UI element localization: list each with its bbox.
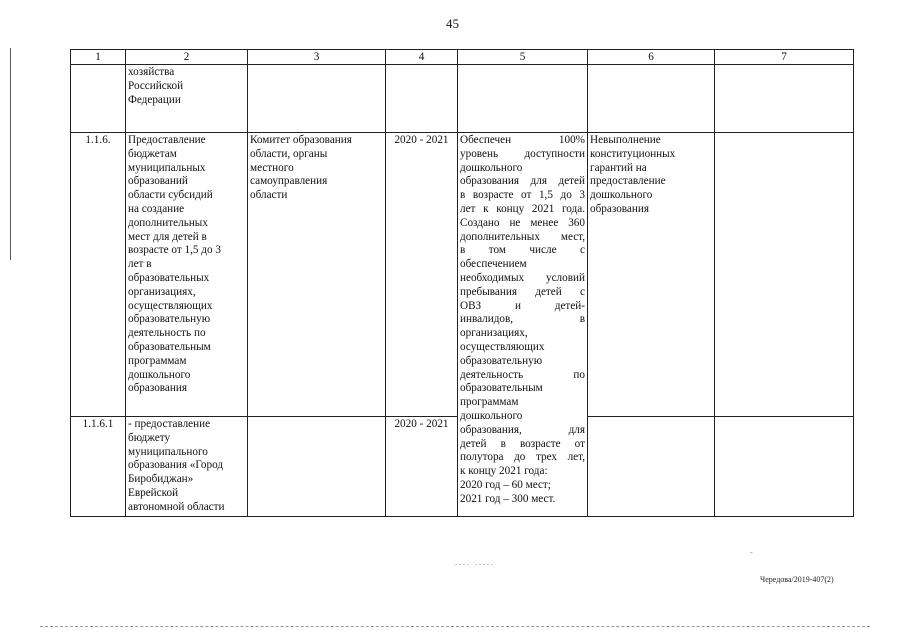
text-line: мест для детей в bbox=[128, 230, 207, 243]
text-line: дошкольного bbox=[128, 368, 191, 381]
text-line: инвалидов, в bbox=[460, 313, 585, 326]
text-line: ОВЗ и детей- bbox=[460, 299, 585, 312]
cell-executor bbox=[248, 65, 386, 133]
text-line: в том числе с bbox=[460, 244, 585, 257]
text-line: местного bbox=[250, 161, 294, 174]
text-line: 2020 год – 60 мест; bbox=[460, 478, 551, 491]
cell-years bbox=[386, 65, 458, 133]
text-line: - предоставление bbox=[128, 418, 211, 430]
text-line: Невыполнение bbox=[590, 134, 661, 146]
cell-measure bbox=[126, 133, 248, 417]
column-header: 1 bbox=[71, 50, 126, 65]
text-line: лет в bbox=[128, 258, 152, 271]
text-line: обеспечением bbox=[460, 258, 527, 271]
text-line: области bbox=[250, 189, 288, 202]
text-line: хозяйства bbox=[128, 66, 175, 78]
cell-consequence bbox=[588, 65, 715, 133]
text-line: программам bbox=[128, 354, 187, 367]
cell-note bbox=[715, 133, 854, 417]
cell-number: 1.1.6. bbox=[71, 133, 126, 417]
text-line: детей в возрасте от bbox=[460, 437, 585, 450]
page-number: 45 bbox=[446, 16, 459, 31]
text-line: образовательную bbox=[460, 354, 543, 367]
text-line: образования bbox=[590, 202, 650, 215]
text-line: образования «Город bbox=[128, 459, 224, 472]
text-line: бюджету bbox=[128, 431, 171, 444]
text-line: образовательным bbox=[128, 340, 211, 353]
text-line: организациях, bbox=[460, 327, 528, 340]
text-line: образовательным bbox=[460, 382, 543, 395]
cell-number: 1.1.6.1 bbox=[71, 417, 126, 517]
text-line: образования bbox=[128, 382, 188, 395]
column-header: 2 bbox=[126, 50, 248, 65]
column-header: 4 bbox=[386, 50, 458, 65]
column-header: 5 bbox=[458, 50, 588, 65]
text-line: на создание bbox=[128, 202, 185, 215]
text-line: бюджетам bbox=[128, 147, 177, 160]
text-line: программам bbox=[460, 396, 519, 409]
text-line: к концу 2021 года: bbox=[460, 465, 548, 478]
text-line: дополнительных bbox=[128, 216, 208, 229]
cell-number bbox=[71, 65, 126, 133]
document-code: Чередова/2019-407(2) bbox=[760, 575, 834, 584]
text-line: Создано не менее 360 bbox=[460, 216, 585, 229]
text-line: возрасте от 1,5 до 3 bbox=[128, 244, 221, 257]
text-line: осуществляющих bbox=[128, 299, 213, 312]
cell-measure bbox=[126, 65, 248, 133]
text-line: Еврейской bbox=[128, 486, 179, 499]
text-line: области, органы bbox=[250, 147, 328, 160]
cell-result bbox=[458, 65, 588, 133]
text-line: 2021 год – 300 мест. bbox=[460, 492, 556, 505]
cell-result bbox=[458, 133, 588, 517]
text-line: Биробиджан» bbox=[128, 473, 194, 486]
text-line: предоставление bbox=[590, 175, 666, 188]
text-line: Предоставление bbox=[128, 134, 206, 146]
scan-mark: - bbox=[750, 548, 753, 557]
text-line: уровень доступности bbox=[460, 147, 585, 160]
header-row bbox=[71, 50, 854, 65]
cell-consequence bbox=[588, 417, 715, 517]
text-line: полутора до трех лет, bbox=[460, 451, 585, 464]
text-line: муниципального bbox=[128, 445, 208, 458]
text-line: конституционных bbox=[590, 147, 676, 160]
bottom-rule bbox=[40, 626, 870, 627]
text-line: дошкольного bbox=[460, 409, 523, 422]
text-line: образования, для bbox=[460, 423, 585, 436]
text-line: осуществляющих bbox=[460, 340, 545, 353]
cell-years: 2020 - 2021 bbox=[386, 417, 458, 517]
continuation-row bbox=[71, 65, 854, 133]
cell-note bbox=[715, 417, 854, 517]
text-line: образовательных bbox=[128, 271, 210, 284]
cell-measure bbox=[126, 417, 248, 517]
text-line: необходимых условий bbox=[460, 271, 585, 284]
text-line: Федерации bbox=[128, 93, 181, 106]
text-line: муниципальных bbox=[128, 161, 206, 174]
column-header: 7 bbox=[715, 50, 854, 65]
text-line: лет к концу 2021 года. bbox=[460, 202, 585, 215]
program-table bbox=[70, 49, 854, 517]
text-line: самоуправления bbox=[250, 175, 328, 188]
cell-consequence bbox=[588, 133, 715, 417]
text-line: пребывания детей с bbox=[460, 285, 585, 298]
text-line: деятельность по bbox=[128, 327, 206, 340]
text-line: Российской bbox=[128, 79, 184, 92]
text-line: в возрасте от 1,5 до 3 bbox=[460, 189, 585, 202]
cell-years: 2020 - 2021 bbox=[386, 133, 458, 417]
text-line: автономной области bbox=[128, 500, 225, 513]
scan-mark: . . . . . . . . . bbox=[455, 558, 493, 567]
text-line: дошкольного bbox=[460, 161, 523, 174]
text-line: образовательную bbox=[128, 313, 211, 326]
text-line: дополнительных мест, bbox=[460, 230, 585, 243]
text-line: гарантий на bbox=[590, 161, 647, 174]
row-1-1-6 bbox=[71, 133, 854, 417]
text-line: Комитет образования bbox=[250, 134, 352, 146]
text-line: образований bbox=[128, 175, 188, 188]
column-header: 3 bbox=[248, 50, 386, 65]
margin-rule bbox=[10, 48, 11, 260]
text-line: Обеспечен 100% bbox=[460, 134, 585, 146]
text-line: дошкольного bbox=[590, 189, 653, 202]
cell-executor bbox=[248, 417, 386, 517]
cell-note bbox=[715, 65, 854, 133]
text-line: организациях, bbox=[128, 285, 196, 298]
text-line: образования для детей bbox=[460, 175, 585, 188]
cell-executor bbox=[248, 133, 386, 417]
column-header: 6 bbox=[588, 50, 715, 65]
text-line: деятельность по bbox=[460, 368, 585, 381]
text-line: области субсидий bbox=[128, 189, 213, 202]
